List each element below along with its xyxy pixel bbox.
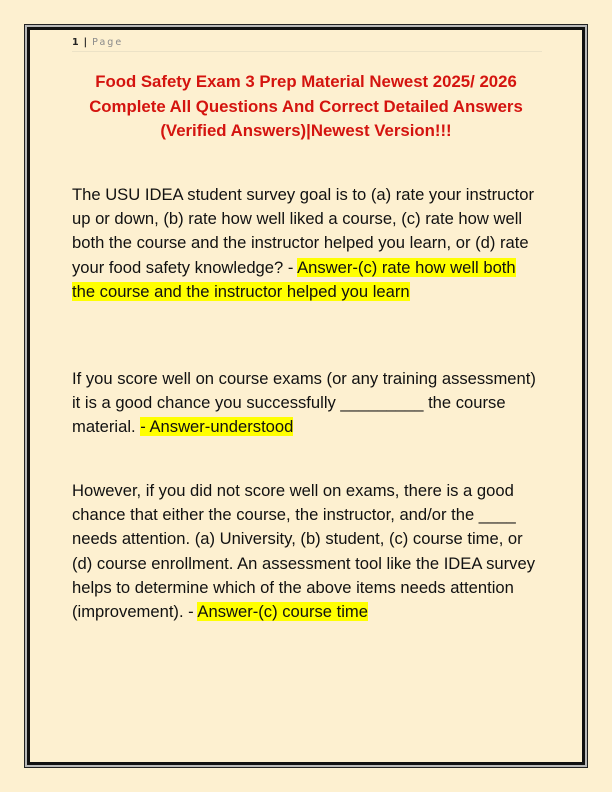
qa-item-3 <box>72 479 542 624</box>
question-text: However, if you did not score well on exams, there is a good chance that either the course, the instructor, and/or the ____ needs attention. (a) University, (b) student, (c) course time, or (d) course enrollment. An assessment tool like the IDEA survey helps to determine which of the above items needs attention (improvement). - <box>72 481 535 622</box>
page-label: Page <box>92 37 124 48</box>
page-separator: | <box>83 37 88 48</box>
answer-highlight: Answer-(c) course time <box>197 602 368 622</box>
question-text: If you score well on course exams (or any training assessment) it is a good chance you successfully _________ the course material. <box>72 369 536 437</box>
page-header <box>72 37 542 52</box>
question-text: The USU IDEA student survey goal is to (a) rate your instructor up or down, (b) rate how well liked a course, (c) rate how well both the course and the instructor helped you learn, or (d) rate your food safety knowledge? - <box>72 185 535 277</box>
document-title: Food Safety Exam 3 Prep Material Newest 2025/ 2026 Complete All Questions And Correct Detailed Answers (Verified Answers)|Newest Version!!! <box>89 72 523 140</box>
qa-item-1 <box>72 183 542 304</box>
qa-item-2 <box>72 367 542 440</box>
answer-highlight: Answer-(c) rate how well both the course and the instructor helped you learn <box>72 257 516 301</box>
page-number: 1 <box>72 37 79 48</box>
answer-highlight: - Answer-understood <box>140 417 294 437</box>
